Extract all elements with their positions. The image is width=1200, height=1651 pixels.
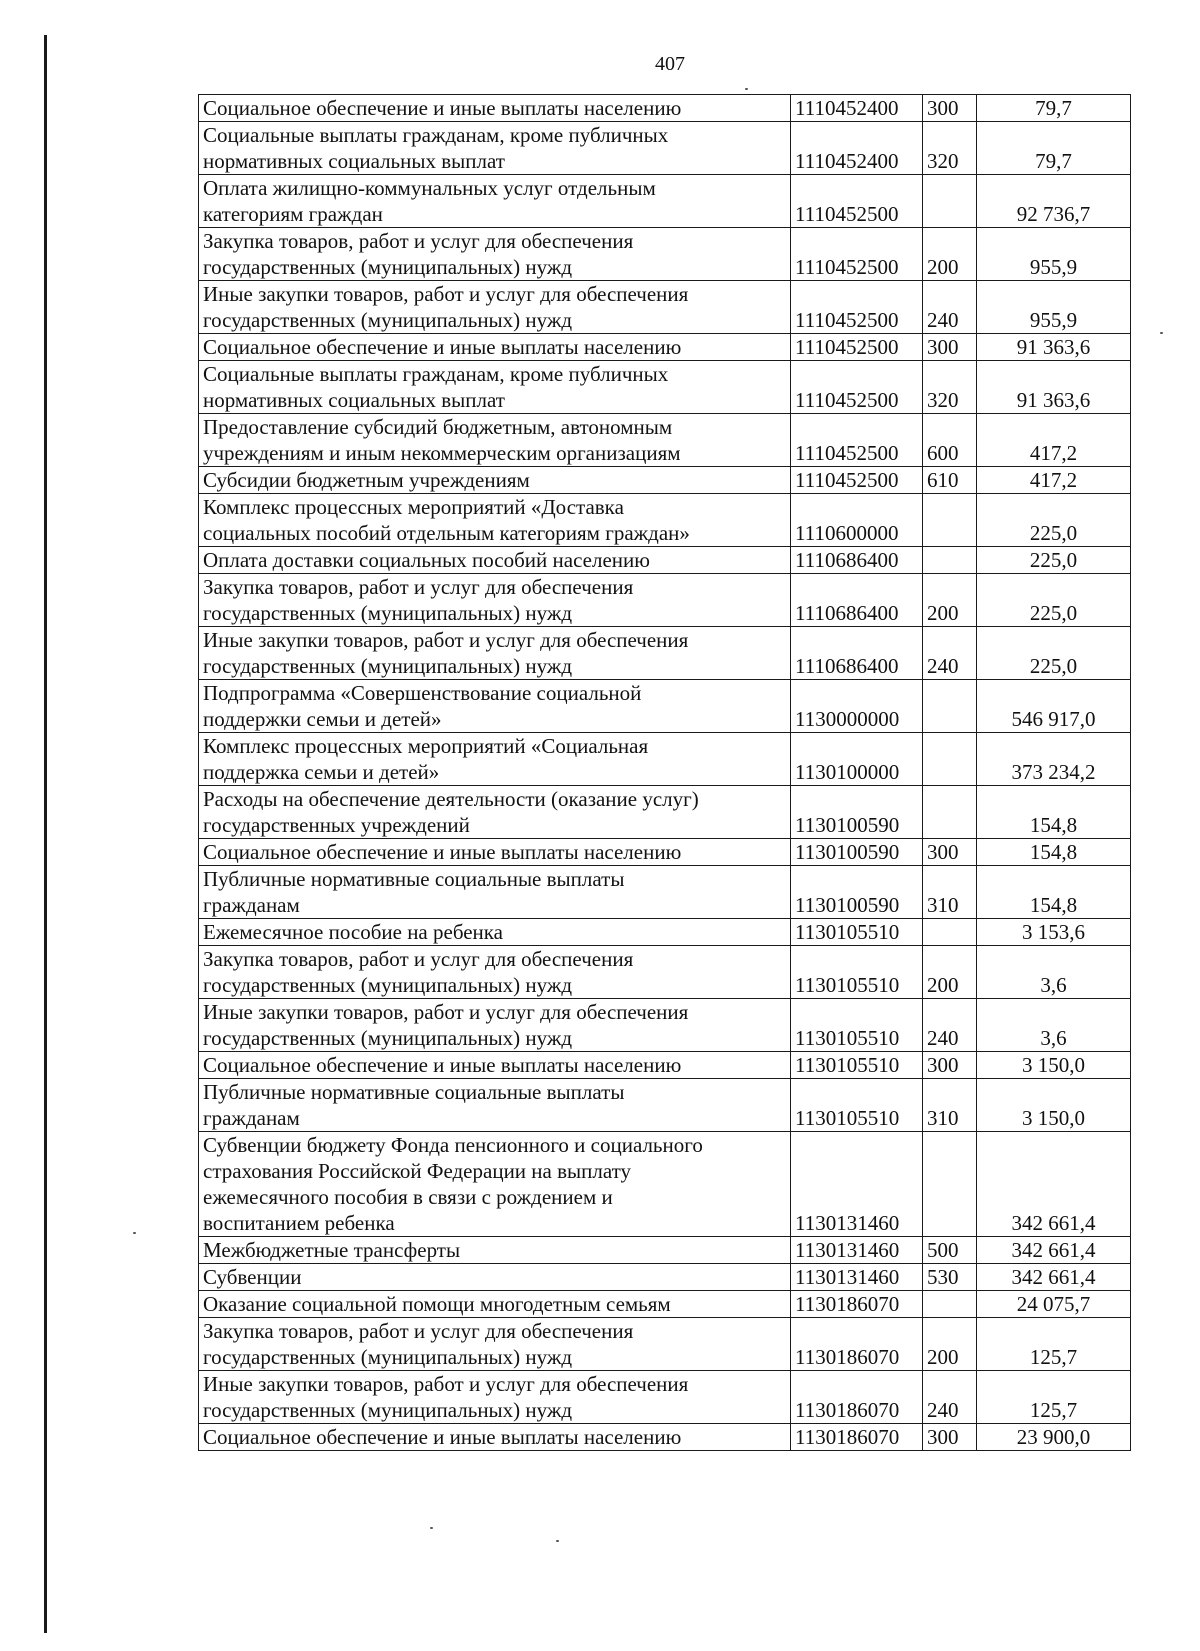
expense-type-code-cell xyxy=(923,919,977,946)
table-row xyxy=(199,122,1131,175)
item-name-cell: Закупка товаров, работ и услуг для обеспечения государственных (муниципальных) нужд xyxy=(199,574,791,627)
amount-cell: 225,0 xyxy=(977,574,1131,627)
target-article-code-cell: 1130186070 xyxy=(791,1424,923,1451)
item-name-cell: Оплата жилищно-коммунальных услуг отдельным категориям граждан xyxy=(199,175,791,228)
expense-type-code-cell xyxy=(923,175,977,228)
target-article-code-cell: 1110686400 xyxy=(791,574,923,627)
item-name-cell: Публичные нормативные социальные выплаты гражданам xyxy=(199,1079,791,1132)
table-row xyxy=(199,281,1131,334)
item-name-cell: Оказание социальной помощи многодетным семьям xyxy=(199,1291,791,1318)
expense-type-code-cell: 300 xyxy=(923,1424,977,1451)
target-article-code-cell: 1130000000 xyxy=(791,680,923,733)
table-row xyxy=(199,1318,1131,1371)
expense-type-code-cell xyxy=(923,494,977,547)
item-name-cell: Комплекс процессных мероприятий «Социальная поддержка семьи и детей» xyxy=(199,733,791,786)
table-row xyxy=(199,334,1131,361)
amount-cell: 154,8 xyxy=(977,786,1131,839)
target-article-code-cell: 1130186070 xyxy=(791,1291,923,1318)
scan-speck xyxy=(430,1527,433,1529)
target-article-code-cell: 1110686400 xyxy=(791,627,923,680)
expense-type-code-cell: 240 xyxy=(923,627,977,680)
target-article-code-cell: 1130100590 xyxy=(791,866,923,919)
table-row xyxy=(199,1237,1131,1264)
expense-type-code-cell: 300 xyxy=(923,334,977,361)
item-name-cell: Подпрограмма «Совершенствование социальной поддержки семьи и детей» xyxy=(199,680,791,733)
item-name-cell: Социальное обеспечение и иные выплаты населению xyxy=(199,1424,791,1451)
expense-type-code-cell xyxy=(923,1132,977,1237)
binding-edge-line xyxy=(44,35,47,1633)
scan-speck xyxy=(745,88,748,90)
expense-type-code-cell: 200 xyxy=(923,228,977,281)
table-row xyxy=(199,1424,1131,1451)
target-article-code-cell: 1130131460 xyxy=(791,1264,923,1291)
expense-type-code-cell xyxy=(923,733,977,786)
amount-cell: 154,8 xyxy=(977,839,1131,866)
target-article-code-cell: 1130186070 xyxy=(791,1371,923,1424)
target-article-code-cell: 1130105510 xyxy=(791,919,923,946)
amount-cell: 3,6 xyxy=(977,999,1131,1052)
expense-type-code-cell: 240 xyxy=(923,1371,977,1424)
item-name-cell: Субсидии бюджетным учреждениям xyxy=(199,467,791,494)
amount-cell: 91 363,6 xyxy=(977,361,1131,414)
target-article-code-cell: 1110452500 xyxy=(791,334,923,361)
table-row xyxy=(199,547,1131,574)
amount-cell: 955,9 xyxy=(977,281,1131,334)
amount-cell: 955,9 xyxy=(977,228,1131,281)
table-row xyxy=(199,228,1131,281)
table-row xyxy=(199,839,1131,866)
expense-type-code-cell: 200 xyxy=(923,1318,977,1371)
amount-cell: 342 661,4 xyxy=(977,1132,1131,1237)
expense-type-code-cell: 310 xyxy=(923,1079,977,1132)
expense-type-code-cell: 300 xyxy=(923,1052,977,1079)
amount-cell: 3,6 xyxy=(977,946,1131,999)
expense-type-code-cell: 320 xyxy=(923,361,977,414)
expense-type-code-cell xyxy=(923,547,977,574)
amount-cell: 125,7 xyxy=(977,1318,1131,1371)
expense-type-code-cell xyxy=(923,1291,977,1318)
table-row xyxy=(199,1264,1131,1291)
item-name-cell: Субвенции бюджету Фонда пенсионного и социального страхования Российской Федерации на выплату ежемесячного пособия в связи с рождением и воспитанием ребенка xyxy=(199,1132,791,1237)
expense-type-code-cell: 600 xyxy=(923,414,977,467)
expense-type-code-cell xyxy=(923,786,977,839)
table-row xyxy=(199,574,1131,627)
amount-cell: 3 150,0 xyxy=(977,1052,1131,1079)
expense-type-code-cell: 300 xyxy=(923,839,977,866)
amount-cell: 125,7 xyxy=(977,1371,1131,1424)
item-name-cell: Социальное обеспечение и иные выплаты населению xyxy=(199,839,791,866)
item-name-cell: Предоставление субсидий бюджетным, автономным учреждениям и иным некоммерческим организациям xyxy=(199,414,791,467)
table-row xyxy=(199,1291,1131,1318)
item-name-cell: Оплата доставки социальных пособий населению xyxy=(199,547,791,574)
scan-speck xyxy=(133,1232,136,1234)
target-article-code-cell: 1130105510 xyxy=(791,1079,923,1132)
budget-expenditure-table xyxy=(198,94,1131,1451)
target-article-code-cell: 1110452500 xyxy=(791,281,923,334)
amount-cell: 23 900,0 xyxy=(977,1424,1131,1451)
target-article-code-cell: 1110452400 xyxy=(791,122,923,175)
item-name-cell: Социальное обеспечение и иные выплаты населению xyxy=(199,1052,791,1079)
amount-cell: 225,0 xyxy=(977,627,1131,680)
target-article-code-cell: 1110452500 xyxy=(791,414,923,467)
table-row xyxy=(199,1052,1131,1079)
item-name-cell: Закупка товаров, работ и услуг для обеспечения государственных (муниципальных) нужд xyxy=(199,1318,791,1371)
target-article-code-cell: 1110452500 xyxy=(791,361,923,414)
expense-type-code-cell: 500 xyxy=(923,1237,977,1264)
target-article-code-cell: 1110452500 xyxy=(791,175,923,228)
expense-type-code-cell xyxy=(923,680,977,733)
expense-type-code-cell: 240 xyxy=(923,999,977,1052)
target-article-code-cell: 1130131460 xyxy=(791,1132,923,1237)
expense-type-code-cell: 310 xyxy=(923,866,977,919)
item-name-cell: Публичные нормативные социальные выплаты гражданам xyxy=(199,866,791,919)
amount-cell: 79,7 xyxy=(977,95,1131,122)
item-name-cell: Иные закупки товаров, работ и услуг для обеспечения государственных (муниципальных) нужд xyxy=(199,999,791,1052)
item-name-cell: Комплекс процессных мероприятий «Доставка социальных пособий отдельным категориям граждан» xyxy=(199,494,791,547)
table-row xyxy=(199,494,1131,547)
expense-type-code-cell: 200 xyxy=(923,574,977,627)
amount-cell: 546 917,0 xyxy=(977,680,1131,733)
table-row xyxy=(199,1079,1131,1132)
expense-type-code-cell: 610 xyxy=(923,467,977,494)
table-row xyxy=(199,680,1131,733)
item-name-cell: Ежемесячное пособие на ребенка xyxy=(199,919,791,946)
table-row xyxy=(199,414,1131,467)
page-number: 407 xyxy=(655,53,685,75)
item-name-cell: Социальные выплаты гражданам, кроме публичных нормативных социальных выплат xyxy=(199,122,791,175)
target-article-code-cell: 1110686400 xyxy=(791,547,923,574)
item-name-cell: Иные закупки товаров, работ и услуг для обеспечения государственных (муниципальных) нужд xyxy=(199,281,791,334)
item-name-cell: Социальное обеспечение и иные выплаты населению xyxy=(199,95,791,122)
amount-cell: 3 153,6 xyxy=(977,919,1131,946)
amount-cell: 154,8 xyxy=(977,866,1131,919)
table-body xyxy=(199,95,1131,1451)
item-name-cell: Социальное обеспечение и иные выплаты населению xyxy=(199,334,791,361)
expense-type-code-cell: 530 xyxy=(923,1264,977,1291)
amount-cell: 417,2 xyxy=(977,414,1131,467)
table-row xyxy=(199,175,1131,228)
amount-cell: 3 150,0 xyxy=(977,1079,1131,1132)
expense-type-code-cell: 200 xyxy=(923,946,977,999)
table-row xyxy=(199,919,1131,946)
amount-cell: 79,7 xyxy=(977,122,1131,175)
table-row xyxy=(199,999,1131,1052)
item-name-cell: Субвенции xyxy=(199,1264,791,1291)
table-row xyxy=(199,946,1131,999)
table-row xyxy=(199,733,1131,786)
target-article-code-cell: 1110452500 xyxy=(791,467,923,494)
scan-speck xyxy=(556,1540,559,1542)
table-row xyxy=(199,361,1131,414)
table-row xyxy=(199,786,1131,839)
item-name-cell: Закупка товаров, работ и услуг для обеспечения государственных (муниципальных) нужд xyxy=(199,946,791,999)
expense-type-code-cell: 320 xyxy=(923,122,977,175)
item-name-cell: Иные закупки товаров, работ и услуг для обеспечения государственных (муниципальных) нужд xyxy=(199,627,791,680)
target-article-code-cell: 1110600000 xyxy=(791,494,923,547)
item-name-cell: Иные закупки товаров, работ и услуг для обеспечения государственных (муниципальных) нужд xyxy=(199,1371,791,1424)
amount-cell: 225,0 xyxy=(977,494,1131,547)
amount-cell: 24 075,7 xyxy=(977,1291,1131,1318)
target-article-code-cell: 1130100590 xyxy=(791,786,923,839)
target-article-code-cell: 1130186070 xyxy=(791,1318,923,1371)
item-name-cell: Расходы на обеспечение деятельности (оказание услуг) государственных учреждений xyxy=(199,786,791,839)
target-article-code-cell: 1130100590 xyxy=(791,839,923,866)
scan-speck xyxy=(1160,332,1163,334)
expense-type-code-cell: 240 xyxy=(923,281,977,334)
table-row xyxy=(199,1132,1131,1237)
item-name-cell: Закупка товаров, работ и услуг для обеспечения государственных (муниципальных) нужд xyxy=(199,228,791,281)
table-row xyxy=(199,866,1131,919)
table-row xyxy=(199,627,1131,680)
amount-cell: 373 234,2 xyxy=(977,733,1131,786)
item-name-cell: Социальные выплаты гражданам, кроме публичных нормативных социальных выплат xyxy=(199,361,791,414)
target-article-code-cell: 1130105510 xyxy=(791,1052,923,1079)
target-article-code-cell: 1130105510 xyxy=(791,999,923,1052)
item-name-cell: Межбюджетные трансферты xyxy=(199,1237,791,1264)
amount-cell: 417,2 xyxy=(977,467,1131,494)
target-article-code-cell: 1130100000 xyxy=(791,733,923,786)
table-row xyxy=(199,467,1131,494)
amount-cell: 91 363,6 xyxy=(977,334,1131,361)
table-row xyxy=(199,95,1131,122)
amount-cell: 92 736,7 xyxy=(977,175,1131,228)
amount-cell: 342 661,4 xyxy=(977,1237,1131,1264)
amount-cell: 342 661,4 xyxy=(977,1264,1131,1291)
table-row xyxy=(199,1371,1131,1424)
expense-type-code-cell: 300 xyxy=(923,95,977,122)
target-article-code-cell: 1130131460 xyxy=(791,1237,923,1264)
target-article-code-cell: 1130105510 xyxy=(791,946,923,999)
target-article-code-cell: 1110452500 xyxy=(791,228,923,281)
target-article-code-cell: 1110452400 xyxy=(791,95,923,122)
amount-cell: 225,0 xyxy=(977,547,1131,574)
